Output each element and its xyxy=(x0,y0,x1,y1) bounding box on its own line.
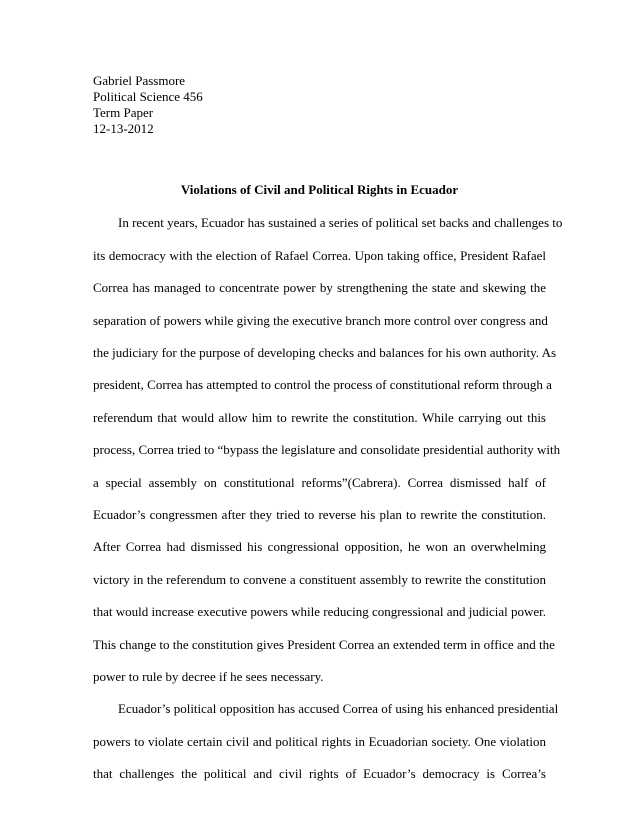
paragraph-2-line: Ecuador’s political opposition has accused Correa of using his enhanced presidential xyxy=(118,701,559,716)
paragraph-1-line: Correa has managed to concentrate power by strengthening the state and skewing the xyxy=(93,280,546,295)
paragraph-2-line: powers to violate certain civil and political rights in Ecuadorian society. One violation xyxy=(93,734,546,749)
paragraph-1-line: Ecuador’s congressmen after they tried to reverse his plan to rewrite the constitution. xyxy=(93,507,546,522)
paragraph-1-line: referendum that would allow him to rewrite the constitution. While carrying out this xyxy=(93,410,546,425)
paragraph-1-line: process, Correa tried to “bypass the legislature and consolidate presidential authority with xyxy=(93,442,561,457)
paragraph-1-line: that would increase executive powers while reducing congressional and judicial power. xyxy=(93,604,547,619)
paragraph-2-line: that challenges the political and civil rights of Ecuador’s democracy is Correa’s xyxy=(93,766,546,781)
paragraph-1-line: victory in the referendum to convene a constituent assembly to rewrite the constitution xyxy=(93,572,546,587)
paragraph-1-line: This change to the constitution gives President Correa an extended term in office and the xyxy=(93,637,555,652)
paragraph-1-line: power to rule by decree if he sees necessary. xyxy=(93,669,324,684)
paper-title: Violations of Civil and Political Rights in Ecuador xyxy=(180,182,459,197)
header-block xyxy=(93,73,203,137)
paragraph-1-line: its democracy with the election of Rafael Correa. Upon taking office, President Rafael xyxy=(93,248,546,263)
paragraph-1-line: separation of powers while giving the executive branch more control over congress and xyxy=(93,313,548,328)
document-date: 12-13-2012 xyxy=(93,121,154,136)
paragraph-1-line: After Correa had dismissed his congressional opposition, he won an overwhelming xyxy=(93,539,546,554)
paragraph-1-line: a special assembly on constitutional reforms”(Cabrera). Correa dismissed half of xyxy=(93,475,546,490)
paragraph-1-line: In recent years, Ecuador has sustained a series of political set backs and challenges to xyxy=(118,215,563,230)
paragraph-1-line: the judiciary for the purpose of developing checks and balances for his own authority. As xyxy=(93,345,557,360)
paragraph-1-line: president, Correa has attempted to control the process of constitutional reform through a xyxy=(93,377,552,392)
assignment-type: Term Paper xyxy=(93,105,154,120)
author-name: Gabriel Passmore xyxy=(93,73,186,88)
course-name: Political Science 456 xyxy=(93,89,203,104)
